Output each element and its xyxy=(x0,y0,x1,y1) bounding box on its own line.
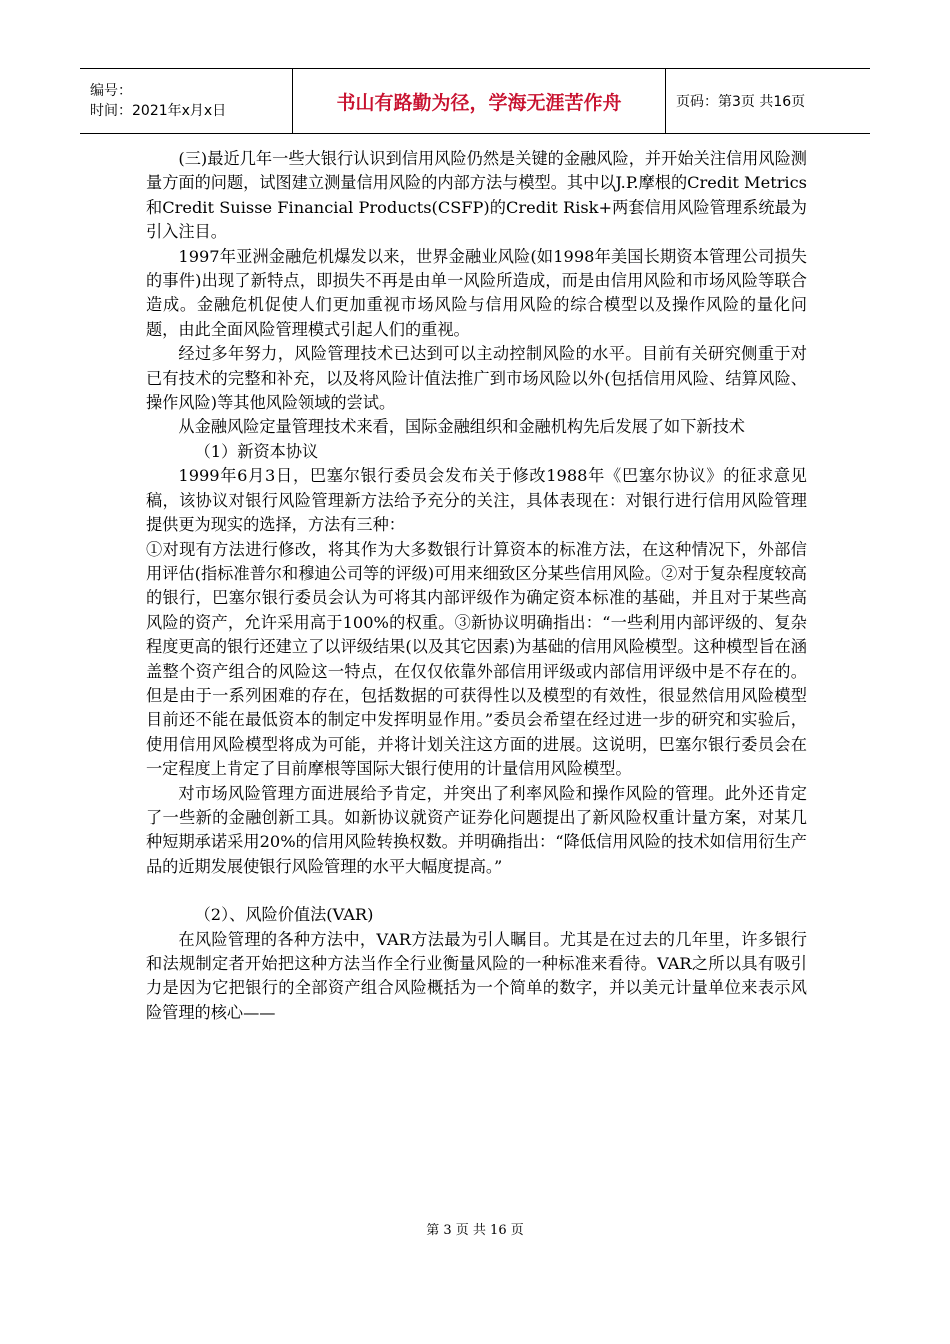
paragraph-risk-tech-progress: 经过多年努力，风险管理技术已达到可以主动控制风险的水平。目前有关研究侧重于对已有技术的完整和补充，以及将风险计值法推广到市场风险以外(包括信用风险、结算风险、操作风险)等其他风险领域的尝试。 xyxy=(146,344,807,413)
page-header xyxy=(80,68,870,134)
header-page-info xyxy=(666,69,870,133)
section-heading-var: （2）、风险价值法(VAR) xyxy=(194,905,374,925)
paragraph-three-methods: ①对现有方法进行修改，将其作为大多数银行计算资本的标准方法，在这种情况下，外部信用评估(指标准普尔和穆迪公司等的评级)可用来细致区分某些信用风险。②对于复杂程度较高的银行，巴塞尔银行委员会认为可将其内部评级作为确定资本标准的基础，并且对于某些高风险的资产，允许采用高于100%的权重。③新协议明确指出：“一些利用内部评级的、复杂程度更高的银行还建立了以评级结果(以及其它因素)为基础的信用风险模型。这种模型旨在涵盖整个资产组合的风险这一特点，在仅仅依靠外部信用评级或内部信用评级中是不存在的。但是由于一系列困难的存在，包括数据的可获得性以及模型的有效性，很显然信用风险模型目前还不能在最低资本的制定中发挥明显作用。”委员会希望在经过进一步的研究和实验后，使用信用风险模型将成为可能，并将计划关注这方面的进展。这说明，巴塞尔银行委员会在一定程度上肯定了目前摩根等国际大银行使用的计量信用风险模型。 xyxy=(146,539,807,779)
document-body xyxy=(146,147,807,1025)
paragraph-var-method: 在风险管理的各种方法中，VAR方法最为引人瞩目。尤其是在过去的几年里，许多银行和法规制定者开始把这种方法当作全行业衡量风险的一种标准来看待。VAR之所以具有吸引力是因为它把银行的全部资产组合风险概括为一个简单的数字，并以美元计量单位来表示风险管理的核心—— xyxy=(146,929,807,1022)
page-footer: 第 3 页 共 16 页 xyxy=(426,1223,524,1238)
paragraph-market-risk: 对市场风险管理方面进展给予肯定，并突出了利率风险和操作风险的管理。此外还肯定了一些新的金融创新工具。如新协议就资产证券化问题提出了新风险权重计量方案，对某几种短期承诺采用20%的信用风险转换权数。并明确指出：“降低信用风险的技术如信用衍生产品的近期发展使银行风险管理的水平大幅度提高。” xyxy=(146,783,807,876)
paragraph-asian-crisis: 1997年亚洲金融危机爆发以来，世界金融业风险(如1998年美国长期资本管理公司损失的事件)出现了新特点，即损失不再是由单一风险所造成，而是由信用风险和市场风险等联合造成。金融危机促使人们更加重视市场风险与信用风险的综合模型以及操作风险的量化问题，由此全面风险管理模式引起人们的重视。 xyxy=(146,246,807,339)
header-motto xyxy=(293,69,666,133)
page-info-text: 页码：第3页 共16页 xyxy=(676,94,806,110)
paragraph-new-tech-intro: 从金融风险定量管理技术来看，国际金融组织和金融机构先后发展了如下新技术 xyxy=(178,417,745,437)
document-number-label: 编号： xyxy=(90,83,132,99)
paragraph-basel-1999: 1999年6月3日，巴塞尔银行委员会发布关于修改1988年《巴塞尔协议》的征求意见稿，该协议对银行风险管理新方法给予充分的关注，具体表现在：对银行进行信用风险管理提供更为现实的选择，方法有三种： xyxy=(146,466,807,535)
document-time-label: 时间：2021年x月x日 xyxy=(90,103,227,119)
motto-text: 书山有路勤为径，学海无涯苦作舟 xyxy=(336,91,622,114)
paragraph-credit-risk-models: (三)最近几年一些大银行认识到信用风险仍然是关键的金融风险，并开始关注信用风险测量方面的问题，试图建立测量信用风险的内部方法与模型。其中以J.P.摩根的Credit Metrics和Credit Suisse Financial Products(CSFP)的Credit Risk+两套信用风险管理系统最为引入注目。 xyxy=(146,149,807,242)
section-heading-new-capital-accord: （1）新资本协议 xyxy=(194,441,319,461)
header-meta xyxy=(80,69,293,133)
